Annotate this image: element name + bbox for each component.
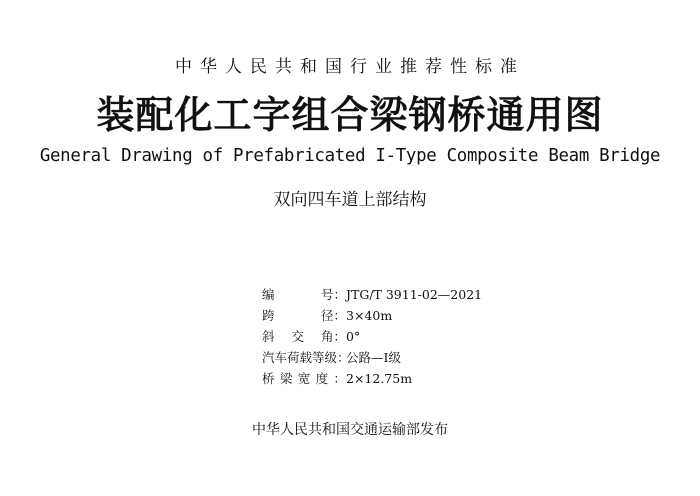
standard-type-heading: 中华人民共和国行业推荐性标准 <box>175 57 525 77</box>
spec-label-char: 汽车荷载等级： <box>262 350 350 365</box>
chinese-title: 装配化工字组合梁钢桥通用图 <box>96 93 604 137</box>
spec-value: 3×40m <box>346 308 393 323</box>
spec-label <box>262 326 346 347</box>
spec-row-number <box>262 284 482 305</box>
specification-list <box>262 284 482 389</box>
spec-value: 0° <box>346 329 361 344</box>
spec-label-char: 度 <box>315 371 329 386</box>
spec-label-char: 宽 <box>297 371 311 386</box>
subtitle: 双向四车道上部结构 <box>273 190 427 210</box>
spec-label-char: 径： <box>320 308 346 323</box>
spec-label-char: 桥 <box>262 371 275 386</box>
spec-row-span <box>262 305 482 326</box>
spec-value: 公路—Ⅰ级 <box>346 350 401 365</box>
spec-label-char: 号： <box>320 287 346 302</box>
spec-row-skew-angle <box>262 326 482 347</box>
spec-label-char: 跨 <box>262 308 275 323</box>
spec-label <box>262 368 346 389</box>
spec-row-load-class <box>262 347 482 368</box>
publisher: 中华人民共和国交通运输部发布 <box>252 422 448 438</box>
spec-label-char: 斜 <box>262 329 275 344</box>
spec-label-char: 交 <box>291 329 304 344</box>
spec-label <box>262 347 350 368</box>
spec-label-char: 角： <box>320 329 346 344</box>
spec-value: 2×12.75m <box>346 371 413 386</box>
english-title: General Drawing of Prefabricated I-Type Composite Beam Bridge <box>39 146 661 166</box>
spec-value: JTG/T 3911-02—2021 <box>346 287 483 302</box>
spec-label <box>262 284 346 305</box>
spec-label-char: 编 <box>262 287 275 302</box>
spec-row-bridge-width <box>262 368 482 389</box>
spec-label-char: 梁 <box>279 371 293 386</box>
spec-label <box>262 305 346 326</box>
spec-label-char: ： <box>333 371 346 386</box>
